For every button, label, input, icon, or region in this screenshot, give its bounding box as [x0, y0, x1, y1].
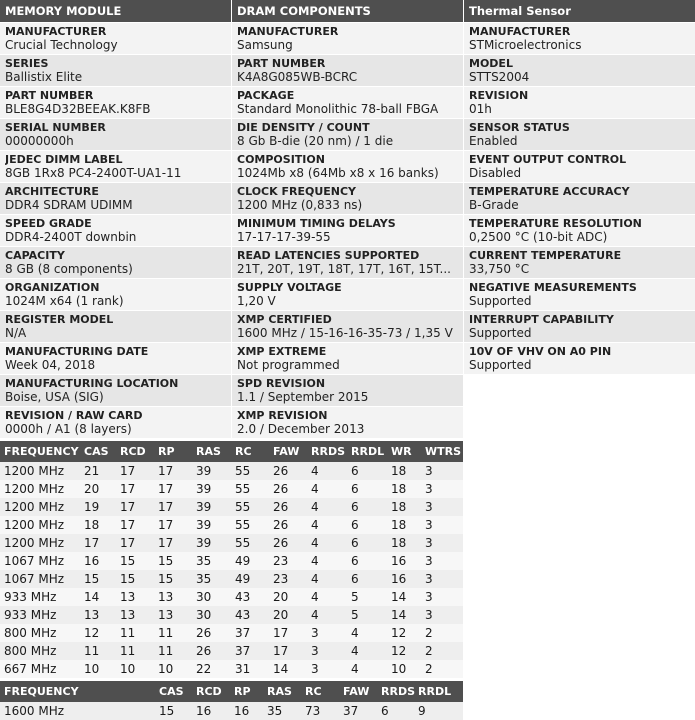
- property-label: TEMPERATURE ACCURACY: [469, 185, 630, 198]
- property-value: 8GB 1Rx8 PC4-2400T-UA1-11: [5, 166, 182, 180]
- dram-components-row-xmp-certified: [232, 311, 463, 342]
- column-header-rp: RP: [230, 681, 263, 702]
- cell-ras: 26: [192, 624, 231, 642]
- cell-rrdl: 6: [347, 570, 387, 588]
- property-label: PACKAGE: [237, 89, 295, 102]
- cell-rrds: 4: [307, 462, 347, 480]
- cell-faw: 23: [269, 552, 307, 570]
- cell-frequency: 1200 MHz: [0, 462, 80, 480]
- cell-wtrs: 3: [421, 552, 463, 570]
- dram-components-row-manufacturer: [232, 23, 463, 54]
- memory-module-row-series: [0, 55, 231, 86]
- cell-rcd: 16: [192, 702, 230, 720]
- cell-rc: 55: [231, 462, 269, 480]
- dram-components-row-composition: [232, 151, 463, 182]
- cell-wr: 12: [387, 624, 421, 642]
- cell-rrds: 4: [307, 606, 347, 624]
- table-row: [0, 606, 463, 624]
- cell-wtrs: 3: [421, 606, 463, 624]
- column-header-frequency: FREQUENCY: [0, 681, 80, 702]
- memory-module-header: MEMORY MODULE: [0, 0, 231, 22]
- cell-ras: 39: [192, 480, 231, 498]
- dram-components-row-read-latencies-supported: [232, 247, 463, 278]
- column-header-rc: RC: [231, 441, 269, 462]
- cell-rrdl: 4: [347, 660, 387, 678]
- cell-faw: 17: [269, 624, 307, 642]
- cell-rcd: 15: [116, 570, 154, 588]
- timing-table: [0, 441, 463, 678]
- cell-faw: 37: [339, 702, 377, 720]
- cell-frequency: 1067 MHz: [0, 552, 80, 570]
- cell-rrds: 3: [307, 624, 347, 642]
- property-value: Enabled: [469, 134, 518, 148]
- thermal-sensor-row-interrupt-capability: [464, 311, 695, 342]
- cell-rc: 43: [231, 606, 269, 624]
- column-header-rcd: RCD: [116, 441, 154, 462]
- cell-rp: 17: [154, 480, 192, 498]
- column-header-rp: RP: [154, 441, 192, 462]
- cell-cas: 18: [80, 516, 116, 534]
- cell-rrds: 3: [307, 660, 347, 678]
- cell-ras: 39: [192, 534, 231, 552]
- cell-cas: 19: [80, 498, 116, 516]
- column-header-rrds: RRDS: [377, 681, 414, 702]
- cell-rc: 55: [231, 516, 269, 534]
- cell-faw: 26: [269, 516, 307, 534]
- cell-cas: 20: [80, 480, 116, 498]
- cell-rc: 49: [231, 570, 269, 588]
- table-row: [0, 660, 463, 678]
- xmp-table-body: [0, 702, 463, 720]
- thermal-sensor-row-temperature-resolution: [464, 215, 695, 246]
- timing-table-header: [0, 441, 463, 462]
- cell-faw: 26: [269, 480, 307, 498]
- cell-wr: 16: [387, 552, 421, 570]
- memory-module-row-organization: [0, 279, 231, 310]
- table-row: [0, 570, 463, 588]
- cell-rcd: 17: [116, 480, 154, 498]
- cell-wr: 18: [387, 516, 421, 534]
- cell-wr: 12: [387, 642, 421, 660]
- memory-module-row-capacity: [0, 247, 231, 278]
- cell-rc: 55: [231, 480, 269, 498]
- table-row: [0, 534, 463, 552]
- cell-frequency: 1067 MHz: [0, 570, 80, 588]
- property-value: 2.0 / December 2013: [237, 422, 365, 436]
- cell-wr: 18: [387, 534, 421, 552]
- property-label: TEMPERATURE RESOLUTION: [469, 217, 642, 230]
- cell-rcd: 15: [116, 552, 154, 570]
- property-label: MANUFACTURING LOCATION: [5, 377, 179, 390]
- property-value: DDR4-2400T downbin: [5, 230, 137, 244]
- property-label: XMP EXTREME: [237, 345, 327, 358]
- cell-ras: 39: [192, 498, 231, 516]
- property-label: ORGANIZATION: [5, 281, 100, 294]
- cell-wtrs: 2: [421, 660, 463, 678]
- cell-wr: 16: [387, 570, 421, 588]
- memory-module-row-revision-raw-card: [0, 407, 231, 438]
- table-row: [0, 702, 463, 720]
- cell-rp: 13: [154, 606, 192, 624]
- property-value: STTS2004: [469, 70, 530, 84]
- cell-faw: 23: [269, 570, 307, 588]
- cell-cas: 11: [80, 642, 116, 660]
- cell-rcd: 17: [116, 498, 154, 516]
- cell-wtrs: 2: [421, 624, 463, 642]
- table-row: [0, 552, 463, 570]
- cell-rc: 43: [231, 588, 269, 606]
- cell-frequency: 1200 MHz: [0, 480, 80, 498]
- cell-rrdl: 5: [347, 588, 387, 606]
- property-value: N/A: [5, 326, 27, 340]
- cell-wtrs: 3: [421, 570, 463, 588]
- timing-table-body: [0, 462, 463, 678]
- column-header-rcd: RCD: [192, 681, 230, 702]
- cell-rrds: 3: [307, 642, 347, 660]
- cell-frequency: 933 MHz: [0, 588, 80, 606]
- cell-blank: [80, 702, 155, 720]
- property-label: SPEED GRADE: [5, 217, 92, 230]
- dram-components-row-clock-frequency: [232, 183, 463, 214]
- cell-rp: 17: [154, 534, 192, 552]
- memory-module-row-serial-number: [0, 119, 231, 150]
- cell-wr: 14: [387, 588, 421, 606]
- column-header-faw: FAW: [269, 441, 307, 462]
- table-row: [0, 588, 463, 606]
- property-value: 21T, 20T, 19T, 18T, 17T, 16T, 15T...: [237, 262, 451, 276]
- thermal-sensor-panel: [464, 0, 695, 437]
- column-header-ras: RAS: [263, 681, 301, 702]
- cell-wtrs: 2: [421, 642, 463, 660]
- property-label: EVENT OUTPUT CONTROL: [469, 153, 627, 166]
- property-value: BLE8G4D32BEEAK.K8FB: [5, 102, 151, 116]
- table-row: [0, 498, 463, 516]
- property-value: 00000000h: [5, 134, 74, 148]
- cell-faw: 20: [269, 588, 307, 606]
- cell-rrds: 4: [307, 588, 347, 606]
- cell-rp: 13: [154, 588, 192, 606]
- property-label: SPD REVISION: [237, 377, 326, 390]
- column-header-rrds: RRDS: [307, 441, 347, 462]
- cell-frequency: 800 MHz: [0, 624, 80, 642]
- table-row: [0, 624, 463, 642]
- cell-frequency: 1200 MHz: [0, 498, 80, 516]
- property-label: REVISION: [469, 89, 529, 102]
- cell-frequency: 667 MHz: [0, 660, 80, 678]
- dram-components-row-package: [232, 87, 463, 118]
- property-value: Supported: [469, 358, 532, 372]
- cell-ras: 35: [192, 552, 231, 570]
- property-label: DIE DENSITY / COUNT: [237, 121, 370, 134]
- thermal-sensor-row-negative-measurements: [464, 279, 695, 310]
- memory-module-row-jedec-dimm-label: [0, 151, 231, 182]
- cell-rcd: 11: [116, 624, 154, 642]
- memory-module-row-manufacturing-date: [0, 343, 231, 374]
- thermal-sensor-row-current-temperature: [464, 247, 695, 278]
- cell-rrdl: 4: [347, 624, 387, 642]
- memory-module-row-speed-grade: [0, 215, 231, 246]
- property-value: Boise, USA (SIG): [5, 390, 104, 404]
- property-value: 1200 MHz (0,833 ns): [237, 198, 363, 212]
- cell-rp: 17: [154, 516, 192, 534]
- property-value: 8 Gb B-die (20 nm) / 1 die: [237, 134, 394, 148]
- property-value: Ballistix Elite: [5, 70, 83, 84]
- cell-rcd: 17: [116, 534, 154, 552]
- cell-rc: 55: [231, 534, 269, 552]
- thermal-sensor-row-temperature-accuracy: [464, 183, 695, 214]
- dram-components-panel: [232, 0, 463, 437]
- property-label: PART NUMBER: [237, 57, 326, 70]
- thermal-sensor-row-sensor-status: [464, 119, 695, 150]
- cell-ras: 39: [192, 462, 231, 480]
- property-label: SERIAL NUMBER: [5, 121, 106, 134]
- cell-wr: 18: [387, 462, 421, 480]
- thermal-sensor-row-manufacturer: [464, 23, 695, 54]
- cell-wtrs: 3: [421, 462, 463, 480]
- property-label: REGISTER MODEL: [5, 313, 114, 326]
- dram-components-row-minimum-timing-delays: [232, 215, 463, 246]
- cell-cas: 15: [155, 702, 192, 720]
- cell-cas: 17: [80, 534, 116, 552]
- property-value: Standard Monolithic 78-ball FBGA: [237, 102, 439, 116]
- property-value: 1024M x64 (1 rank): [5, 294, 124, 308]
- property-label: NEGATIVE MEASUREMENTS: [469, 281, 637, 294]
- property-value: STMicroelectronics: [469, 38, 582, 52]
- property-label: SERIES: [5, 57, 49, 70]
- property-value: 17-17-17-39-55: [237, 230, 331, 244]
- memory-module-row-manufacturer: [0, 23, 231, 54]
- cell-rc: 49: [231, 552, 269, 570]
- cell-rc: 37: [231, 624, 269, 642]
- property-label: MANUFACTURER: [469, 25, 571, 38]
- thermal-sensor-row-10v-of-vhv-on-a0-pin: [464, 343, 695, 374]
- cell-frequency: 933 MHz: [0, 606, 80, 624]
- dram-components-row-part-number: [232, 55, 463, 86]
- cell-rc: 37: [231, 642, 269, 660]
- column-header-wr: WR: [387, 441, 421, 462]
- cell-rrds: 6: [377, 702, 414, 720]
- property-label: ARCHITECTURE: [5, 185, 99, 198]
- table-row: [0, 516, 463, 534]
- cell-rrdl: 6: [347, 480, 387, 498]
- cell-rrdl: 4: [347, 642, 387, 660]
- cell-ras: 35: [192, 570, 231, 588]
- cell-rrdl: 6: [347, 498, 387, 516]
- cell-cas: 21: [80, 462, 116, 480]
- cell-faw: 26: [269, 534, 307, 552]
- property-value: Disabled: [469, 166, 522, 180]
- cell-ras: 39: [192, 516, 231, 534]
- cell-wr: 18: [387, 498, 421, 516]
- xmp-table: [0, 681, 463, 720]
- cell-rcd: 17: [116, 516, 154, 534]
- cell-rc: 55: [231, 498, 269, 516]
- property-value: DDR4 SDRAM UDIMM: [5, 198, 133, 212]
- cell-faw: 20: [269, 606, 307, 624]
- cell-frequency: 1200 MHz: [0, 516, 80, 534]
- property-label: REVISION / RAW CARD: [5, 409, 143, 422]
- cell-frequency: 800 MHz: [0, 642, 80, 660]
- cell-cas: 16: [80, 552, 116, 570]
- dram-components-row-xmp-extreme: [232, 343, 463, 374]
- property-value: 1024Mb x8 (64Mb x8 x 16 banks): [237, 166, 439, 180]
- cell-rrds: 4: [307, 534, 347, 552]
- thermal-sensor-header: Thermal Sensor: [464, 0, 695, 22]
- cell-rrdl: 9: [414, 702, 463, 720]
- cell-ras: 22: [192, 660, 231, 678]
- property-label: SUPPLY VOLTAGE: [237, 281, 342, 294]
- property-label: CURRENT TEMPERATURE: [469, 249, 622, 262]
- memory-module-panel: [0, 0, 231, 437]
- property-value: 0000h / A1 (8 layers): [5, 422, 132, 436]
- cell-rcd: 17: [116, 462, 154, 480]
- property-label: 10V OF VHV ON A0 PIN: [469, 345, 612, 358]
- cell-wtrs: 3: [421, 480, 463, 498]
- cell-wr: 14: [387, 606, 421, 624]
- memory-module-row-manufacturing-location: [0, 375, 231, 406]
- property-value: Not programmed: [237, 358, 340, 372]
- cell-rcd: 13: [116, 588, 154, 606]
- cell-rrdl: 5: [347, 606, 387, 624]
- cell-ras: 26: [192, 642, 231, 660]
- property-label: XMP REVISION: [237, 409, 328, 422]
- cell-faw: 14: [269, 660, 307, 678]
- cell-rp: 11: [154, 624, 192, 642]
- cell-rp: 17: [154, 462, 192, 480]
- property-value: 1600 MHz / 15-16-16-35-73 / 1,35 V: [237, 326, 453, 340]
- dram-components-row-spd-revision: [232, 375, 463, 406]
- property-label: MODEL: [469, 57, 513, 70]
- column-header-wtrs: WTRS: [421, 441, 463, 462]
- column-header-faw: FAW: [339, 681, 377, 702]
- property-label: MANUFACTURER: [5, 25, 107, 38]
- property-value: Supported: [469, 326, 532, 340]
- cell-wtrs: 3: [421, 516, 463, 534]
- memory-module-row-register-model: [0, 311, 231, 342]
- cell-frequency: 1200 MHz: [0, 534, 80, 552]
- column-header-rc: RC: [301, 681, 339, 702]
- cell-cas: 10: [80, 660, 116, 678]
- column-header-rrdl: RRDL: [347, 441, 387, 462]
- cell-rrds: 4: [307, 516, 347, 534]
- property-value: K4A8G085WB-BCRC: [237, 70, 358, 84]
- cell-rcd: 13: [116, 606, 154, 624]
- cell-faw: 26: [269, 462, 307, 480]
- cell-wr: 10: [387, 660, 421, 678]
- property-value: Samsung: [237, 38, 293, 52]
- property-label: CAPACITY: [5, 249, 65, 262]
- dram-components-row-xmp-revision: [232, 407, 463, 438]
- property-label: JEDEC DIMM LABEL: [5, 153, 123, 166]
- column-header-blank: [80, 681, 155, 702]
- cell-ras: 35: [263, 702, 301, 720]
- cell-cas: 12: [80, 624, 116, 642]
- dram-components-header: DRAM COMPONENTS: [232, 0, 463, 22]
- property-label: READ LATENCIES SUPPORTED: [237, 249, 420, 262]
- cell-faw: 17: [269, 642, 307, 660]
- thermal-sensor-row-revision: [464, 87, 695, 118]
- property-value: 1,20 V: [237, 294, 276, 308]
- cell-wtrs: 3: [421, 588, 463, 606]
- cell-wtrs: 3: [421, 534, 463, 552]
- dram-components-row-die-density-count: [232, 119, 463, 150]
- property-value: 33,750 °C: [469, 262, 530, 276]
- property-value: 1.1 / September 2015: [237, 390, 369, 404]
- cell-rcd: 11: [116, 642, 154, 660]
- cell-rp: 15: [154, 552, 192, 570]
- xmp-table-header: [0, 681, 463, 702]
- cell-cas: 14: [80, 588, 116, 606]
- property-label: MINIMUM TIMING DELAYS: [237, 217, 396, 230]
- column-header-frequency: FREQUENCY: [0, 441, 80, 462]
- cell-rp: 17: [154, 498, 192, 516]
- property-label: PART NUMBER: [5, 89, 94, 102]
- column-header-cas: CAS: [80, 441, 116, 462]
- table-row: [0, 462, 463, 480]
- cell-rrds: 4: [307, 498, 347, 516]
- property-value: Crucial Technology: [5, 38, 118, 52]
- cell-rrdl: 6: [347, 462, 387, 480]
- property-label: MANUFACTURER: [237, 25, 339, 38]
- property-value: 01h: [469, 102, 492, 116]
- property-label: XMP CERTIFIED: [237, 313, 332, 326]
- property-value: Supported: [469, 294, 532, 308]
- cell-faw: 26: [269, 498, 307, 516]
- cell-rp: 16: [230, 702, 263, 720]
- cell-wtrs: 3: [421, 498, 463, 516]
- thermal-sensor-row-event-output-control: [464, 151, 695, 182]
- property-label: SENSOR STATUS: [469, 121, 570, 134]
- cell-rp: 10: [154, 660, 192, 678]
- cell-rrds: 4: [307, 570, 347, 588]
- thermal-sensor-row-model: [464, 55, 695, 86]
- memory-module-row-architecture: [0, 183, 231, 214]
- cell-rc: 73: [301, 702, 339, 720]
- property-value: B-Grade: [469, 198, 519, 212]
- cell-rcd: 10: [116, 660, 154, 678]
- column-header-ras: RAS: [192, 441, 231, 462]
- property-label: MANUFACTURING DATE: [5, 345, 149, 358]
- cell-rp: 11: [154, 642, 192, 660]
- cell-ras: 30: [192, 606, 231, 624]
- cell-rrdl: 6: [347, 534, 387, 552]
- property-label: COMPOSITION: [237, 153, 325, 166]
- memory-module-row-part-number: [0, 87, 231, 118]
- table-row: [0, 642, 463, 660]
- property-value: 8 GB (8 components): [5, 262, 133, 276]
- cell-rrdl: 6: [347, 552, 387, 570]
- cell-rrds: 4: [307, 552, 347, 570]
- cell-rrdl: 6: [347, 516, 387, 534]
- dram-components-row-supply-voltage: [232, 279, 463, 310]
- cell-ras: 30: [192, 588, 231, 606]
- cell-cas: 13: [80, 606, 116, 624]
- property-value: Week 04, 2018: [5, 358, 96, 372]
- cell-rp: 15: [154, 570, 192, 588]
- cell-rrds: 4: [307, 480, 347, 498]
- property-label: CLOCK FREQUENCY: [237, 185, 357, 198]
- column-header-cas: CAS: [155, 681, 192, 702]
- cell-wr: 18: [387, 480, 421, 498]
- cell-cas: 15: [80, 570, 116, 588]
- column-header-rrdl: RRDL: [414, 681, 463, 702]
- property-label: INTERRUPT CAPABILITY: [469, 313, 614, 326]
- cell-rc: 31: [231, 660, 269, 678]
- property-value: 0,2500 °C (10-bit ADC): [469, 230, 608, 244]
- table-row: [0, 480, 463, 498]
- cell-frequency: 1600 MHz: [0, 702, 80, 720]
